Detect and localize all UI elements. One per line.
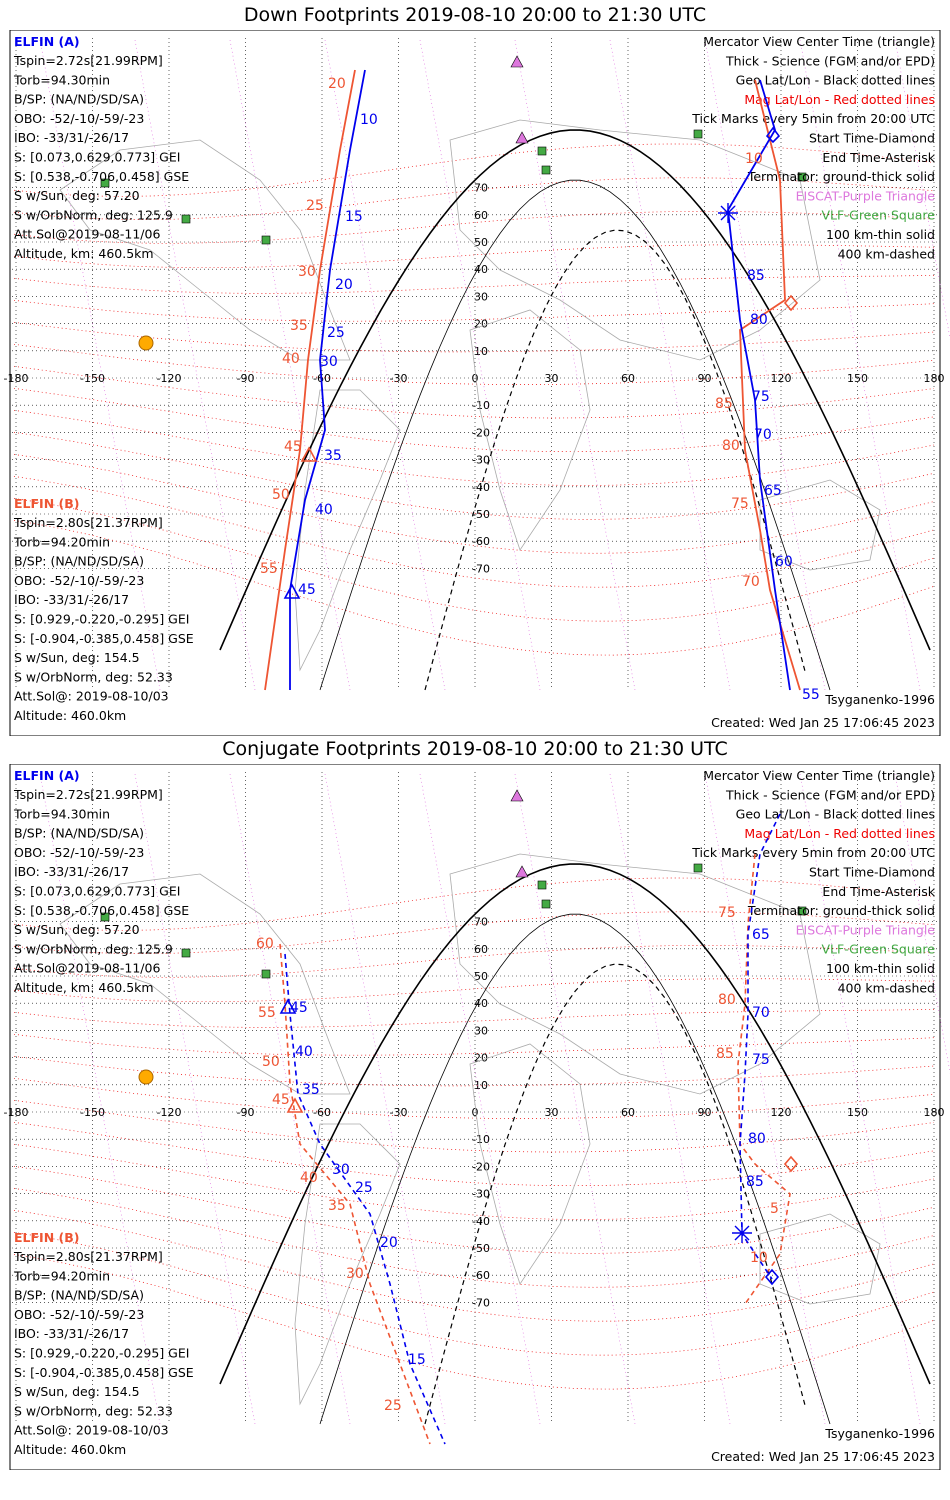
- sun-icon: [139, 1070, 153, 1084]
- elfin-b-param: OBO: -52/-10/-59/-23: [14, 1306, 145, 1322]
- down-footprints-map: [0, 30, 950, 736]
- lon-label: 180: [923, 1106, 945, 1119]
- bottom-panel-title: Conjugate Footprints 2019-08-10 20:00 to 21:30 UTC: [222, 738, 728, 760]
- legend-item: End Time-Asterisk: [822, 883, 935, 899]
- top-panel-title: Down Footprints 2019-08-10 20:00 to 21:30 UTC: [243, 4, 707, 26]
- lat-label: -10: [472, 399, 490, 413]
- elfin-a-tick-label: 20: [380, 1235, 398, 1251]
- lon-label: 60: [621, 1106, 635, 1119]
- model-name: Tsyganenko-1996: [825, 1426, 935, 1441]
- elfin-b-tick-label: 75: [731, 496, 749, 512]
- elfin-b-param: S w/Sun, deg: 154.5: [14, 1384, 140, 1400]
- elfin-b-name: ELFIN (B): [14, 496, 80, 511]
- lat-label: -20: [472, 426, 490, 440]
- elfin-a-tick-label: 80: [748, 1131, 766, 1147]
- lon-label: -60: [313, 372, 331, 385]
- elfin-b-param: Tspin=2.80s[21.37RPM]: [14, 515, 163, 530]
- legend-item: End Time-Asterisk: [822, 149, 935, 165]
- elfin-b-param: IBO: -33/31/-26/17: [14, 592, 130, 608]
- lat-label: -10: [472, 1133, 490, 1147]
- elfin-b-tick-label: 10: [745, 151, 763, 167]
- legend-item: Thick - Science (FGM and/or EPD): [726, 787, 935, 803]
- elfin-a-name: ELFIN (A): [14, 34, 80, 49]
- elfin-a-param: Torb=94.30min: [14, 806, 111, 822]
- elfin-a-tick-label: 80: [750, 312, 768, 328]
- elfin-a-tick-label: 35: [302, 1082, 320, 1098]
- lat-label: -30: [472, 1187, 490, 1201]
- sun-icon: [139, 336, 153, 350]
- lat-label: 10: [474, 344, 488, 358]
- legend-item: Mag Lat/Lon - Red dotted lines: [744, 825, 935, 841]
- lat-label: 70: [474, 915, 488, 929]
- legend-item: Start Time-Diamond: [808, 864, 935, 880]
- elfin-a-tick-label: 70: [754, 427, 772, 443]
- vlf-square: [542, 900, 550, 908]
- lon-label: -120: [156, 1106, 182, 1119]
- elfin-b-param: S: [0.929,-0.220,-0.295] GEI: [14, 611, 190, 627]
- elfin-a-param: Tspin=2.72s[21.99RPM]: [14, 53, 163, 68]
- legend-item: Start Time-Diamond: [808, 130, 935, 146]
- elfin-a-tick-label: 30: [332, 1162, 350, 1178]
- elfin-a-tick-label: 25: [327, 325, 345, 341]
- lat-label: -20: [472, 1160, 490, 1174]
- elfin-b-tick-label: 25: [306, 198, 324, 214]
- elfin-a-tick-label: 45: [298, 582, 316, 598]
- elfin-a-tick-label: 45: [290, 1000, 308, 1016]
- created-timestamp: Created: Wed Jan 25 17:06:45 2023: [711, 1449, 935, 1464]
- elfin-a-tick-label: 65: [752, 927, 770, 943]
- lat-label: 30: [474, 290, 488, 304]
- elfin-b-tick-label: 50: [272, 487, 290, 503]
- vlf-square: [182, 949, 190, 957]
- elfin-a-tick-label: 70: [752, 1005, 770, 1021]
- elfin-a-param: S w/Sun, deg: 57.20: [14, 922, 140, 938]
- elfin-b-param: Torb=94.20min: [14, 534, 111, 550]
- lon-label: -150: [80, 1106, 105, 1119]
- elfin-a-tick-label: 60: [775, 554, 793, 570]
- legend-item: Mercator View Center Time (triangle): [703, 768, 935, 783]
- elfin-a-end-asterisk: [718, 203, 738, 223]
- legend-item: VLF-Green Square: [821, 941, 935, 957]
- elfin-b-tick-label: 55: [260, 561, 278, 577]
- elfin-b-param: S w/OrbNorm, deg: 52.33: [14, 669, 173, 685]
- elfin-a-param: IBO: -33/31/-26/17: [14, 864, 130, 880]
- legend-item: 400 km-dashed: [837, 246, 935, 262]
- elfin-b-param: S: [-0.904,-0.385,0.458] GSE: [14, 630, 194, 646]
- lon-label: -90: [236, 372, 255, 385]
- elfin-a-tick-label: 75: [752, 389, 770, 405]
- elfin-a-tick-label: 75: [752, 1052, 770, 1068]
- elfin-b-param: S w/Sun, deg: 154.5: [14, 650, 140, 666]
- lon-label: 30: [544, 1106, 559, 1119]
- elfin-b-param: Tspin=2.80s[21.37RPM]: [14, 1249, 163, 1264]
- elfin-a-param: Att.Sol@2019-08-11/06: [14, 226, 161, 242]
- elfin-a-param: S w/OrbNorm, deg: 125.9: [14, 207, 173, 223]
- legend-item: Mag Lat/Lon - Red dotted lines: [744, 91, 935, 107]
- elfin-a-param: B/SP: (NA/ND/SD/SA): [14, 825, 144, 841]
- elfin-b-tick-label: 30: [298, 264, 316, 280]
- elfin-a-param: IBO: -33/31/-26/17: [14, 130, 130, 146]
- elfin-a-param: Att.Sol@2019-08-11/06: [14, 960, 161, 976]
- lat-label: -70: [472, 1296, 490, 1310]
- vlf-square: [182, 215, 190, 223]
- elfin-b-param: Altitude: 460.0km: [14, 708, 127, 723]
- elfin-a-param: Altitude, km: 460.5km: [14, 246, 154, 261]
- vlf-square: [262, 236, 270, 244]
- legend-item: EISCAT-Purple Triangle: [795, 188, 935, 204]
- lon-label: -150: [80, 372, 105, 385]
- lat-label: 40: [474, 997, 488, 1011]
- elfin-a-tick-label: 10: [360, 112, 378, 128]
- elfin-b-tick-label: 45: [284, 439, 302, 455]
- elfin-b-tick-label: 80: [718, 992, 736, 1008]
- legend-item: 100 km-thin solid: [826, 227, 935, 242]
- elfin-a-param: S w/OrbNorm, deg: 125.9: [14, 941, 173, 957]
- vlf-square: [538, 147, 546, 155]
- elfin-b-param: OBO: -52/-10/-59/-23: [14, 572, 145, 588]
- lat-label: -50: [472, 1242, 490, 1255]
- elfin-b-param: B/SP: (NA/ND/SD/SA): [14, 1287, 144, 1303]
- elfin-a-tick-label: 25: [355, 1180, 373, 1196]
- lat-label: -50: [472, 508, 490, 521]
- lon-label: 30: [544, 372, 559, 385]
- lon-label: 0: [471, 1106, 479, 1119]
- lat-label: 60: [474, 942, 488, 956]
- lat-label: -60: [472, 535, 490, 549]
- elfin-a-tick-label: 85: [746, 1174, 764, 1190]
- legend-item: Thick - Science (FGM and/or EPD): [726, 53, 935, 69]
- elfin-b-param: Torb=94.20min: [14, 1268, 111, 1284]
- lon-label: -90: [236, 1106, 255, 1119]
- elfin-a-param: OBO: -52/-10/-59/-23: [14, 844, 145, 860]
- legend-item: EISCAT-Purple Triangle: [795, 922, 935, 938]
- lon-label: -30: [389, 372, 408, 385]
- lon-label: 120: [770, 1106, 792, 1119]
- elfin-a-tick-label: 20: [335, 277, 353, 293]
- lon-label: 90: [697, 1106, 712, 1119]
- lat-label: 50: [474, 970, 488, 983]
- vlf-square: [694, 130, 702, 138]
- elfin-a-end-asterisk: [732, 1223, 752, 1243]
- vlf-square: [262, 970, 270, 978]
- legend-item: Tick Marks every 5min from 20:00 UTC: [692, 845, 935, 861]
- elfin-a-param: Tspin=2.72s[21.99RPM]: [14, 787, 163, 802]
- elfin-a-tick-label: 35: [324, 448, 342, 464]
- lon-label: -120: [156, 372, 182, 385]
- elfin-b-tick-label: 30: [346, 1266, 364, 1282]
- elfin-b-param: IBO: -33/31/-26/17: [14, 1326, 130, 1342]
- elfin-a-param: B/SP: (NA/ND/SD/SA): [14, 91, 144, 107]
- elfin-b-tick-label: 35: [290, 318, 308, 334]
- lon-label: 0: [471, 372, 479, 385]
- elfin-a-tick-label: 65: [764, 483, 782, 499]
- lon-label: 180: [923, 372, 945, 385]
- elfin-b-tick-label: 85: [716, 1046, 734, 1062]
- created-timestamp: Created: Wed Jan 25 17:06:45 2023: [711, 715, 935, 730]
- elfin-b-tick-label: 20: [328, 76, 346, 92]
- conjugate-footprints-map: [0, 764, 950, 1470]
- legend-item: 100 km-thin solid: [826, 961, 935, 976]
- elfin-b-tick-label: 50: [262, 1054, 280, 1070]
- lat-label: 40: [474, 263, 488, 277]
- lat-label: 50: [474, 236, 488, 249]
- elfin-b-param: S: [0.929,-0.220,-0.295] GEI: [14, 1345, 190, 1361]
- legend-item: Geo Lat/Lon - Black dotted lines: [735, 806, 935, 822]
- elfin-a-name: ELFIN (A): [14, 768, 80, 783]
- lat-label: 70: [474, 181, 488, 195]
- elfin-b-param: Altitude: 460.0km: [14, 1442, 127, 1457]
- vlf-square: [694, 864, 702, 872]
- elfin-b-tick-label: 25: [384, 1398, 402, 1414]
- vlf-square: [538, 881, 546, 889]
- lat-label: -30: [472, 453, 490, 467]
- legend-item: Tick Marks every 5min from 20:00 UTC: [692, 111, 935, 127]
- lon-label: -180: [3, 372, 29, 385]
- lon-label: 150: [847, 372, 868, 385]
- elfin-b-tick-label: 40: [300, 1170, 318, 1186]
- elfin-a-param: S: [0.073,0.629,0.773] GEI: [14, 883, 181, 899]
- elfin-a-tick-label: 85: [747, 268, 765, 284]
- elfin-b-tick-label: 55: [258, 1005, 276, 1021]
- lat-label: -70: [472, 562, 490, 576]
- lon-label: 150: [847, 1106, 868, 1119]
- elfin-a-param: S: [0.073,0.629,0.773] GEI: [14, 149, 181, 165]
- elfin-a-tick-label: 55: [802, 687, 820, 703]
- legend-item: Geo Lat/Lon - Black dotted lines: [735, 72, 935, 88]
- lat-label: -40: [472, 1214, 490, 1228]
- elfin-b-tick-label: 10: [750, 1250, 768, 1266]
- elfin-b-tick-label: 45: [272, 1092, 290, 1108]
- elfin-b-tick-label: 40: [282, 351, 300, 367]
- elfin-b-param: Att.Sol@: 2019-08-10/03: [14, 688, 169, 704]
- elfin-b-param: Att.Sol@: 2019-08-10/03: [14, 1422, 169, 1438]
- elfin-a-tick-label: 15: [408, 1352, 426, 1368]
- elfin-b-tick-label: 80: [722, 438, 740, 454]
- elfin-b-param: S: [-0.904,-0.385,0.458] GSE: [14, 1364, 194, 1380]
- elfin-a-tick-label: 30: [320, 354, 338, 370]
- lat-label: -40: [472, 480, 490, 494]
- lat-label: -60: [472, 1269, 490, 1283]
- legend-item: Mercator View Center Time (triangle): [703, 34, 935, 49]
- elfin-b-tick-label: 85: [715, 396, 733, 412]
- elfin-b-tick-label: 35: [328, 1198, 346, 1214]
- elfin-b-name: ELFIN (B): [14, 1230, 80, 1245]
- elfin-a-param: S: [0.538,-0.706,0.458] GSE: [14, 168, 190, 184]
- vlf-square: [542, 166, 550, 174]
- elfin-a-tick-label: 15: [345, 209, 363, 225]
- legend-item: Terminator: ground-thick solid: [747, 903, 935, 919]
- lat-label: 20: [474, 317, 488, 331]
- lon-label: -30: [389, 1106, 408, 1119]
- elfin-a-param: S w/Sun, deg: 57.20: [14, 188, 140, 204]
- elfin-b-param: B/SP: (NA/ND/SD/SA): [14, 553, 144, 569]
- elfin-b-tick-label: 75: [718, 905, 736, 921]
- legend-item: 400 km-dashed: [837, 980, 935, 996]
- model-name: Tsyganenko-1996: [825, 692, 935, 707]
- legend-item: VLF-Green Square: [821, 207, 935, 223]
- legend-item: Terminator: ground-thick solid: [747, 169, 935, 185]
- lat-label: 10: [474, 1078, 488, 1092]
- lat-label: 20: [474, 1051, 488, 1065]
- elfin-a-param: Torb=94.30min: [14, 72, 111, 88]
- lon-label: 90: [697, 372, 712, 385]
- lat-label: 60: [474, 208, 488, 222]
- lon-label: -180: [3, 1106, 29, 1119]
- elfin-b-param: S w/OrbNorm, deg: 52.33: [14, 1403, 173, 1419]
- elfin-a-tick-label: 40: [315, 502, 333, 518]
- elfin-a-tick-label: 40: [295, 1044, 313, 1060]
- elfin-a-param: Altitude, km: 460.5km: [14, 980, 154, 995]
- lon-label: -60: [313, 1106, 331, 1119]
- lat-label: 30: [474, 1024, 488, 1038]
- elfin-b-tick-label: 5: [770, 1201, 779, 1217]
- elfin-b-tick-label: 70: [742, 574, 760, 590]
- elfin-a-param: OBO: -52/-10/-59/-23: [14, 110, 145, 126]
- elfin-a-param: S: [0.538,-0.706,0.458] GSE: [14, 902, 190, 918]
- lon-label: 120: [770, 372, 792, 385]
- elfin-b-tick-label: 60: [256, 936, 274, 952]
- lon-label: 60: [621, 372, 635, 385]
